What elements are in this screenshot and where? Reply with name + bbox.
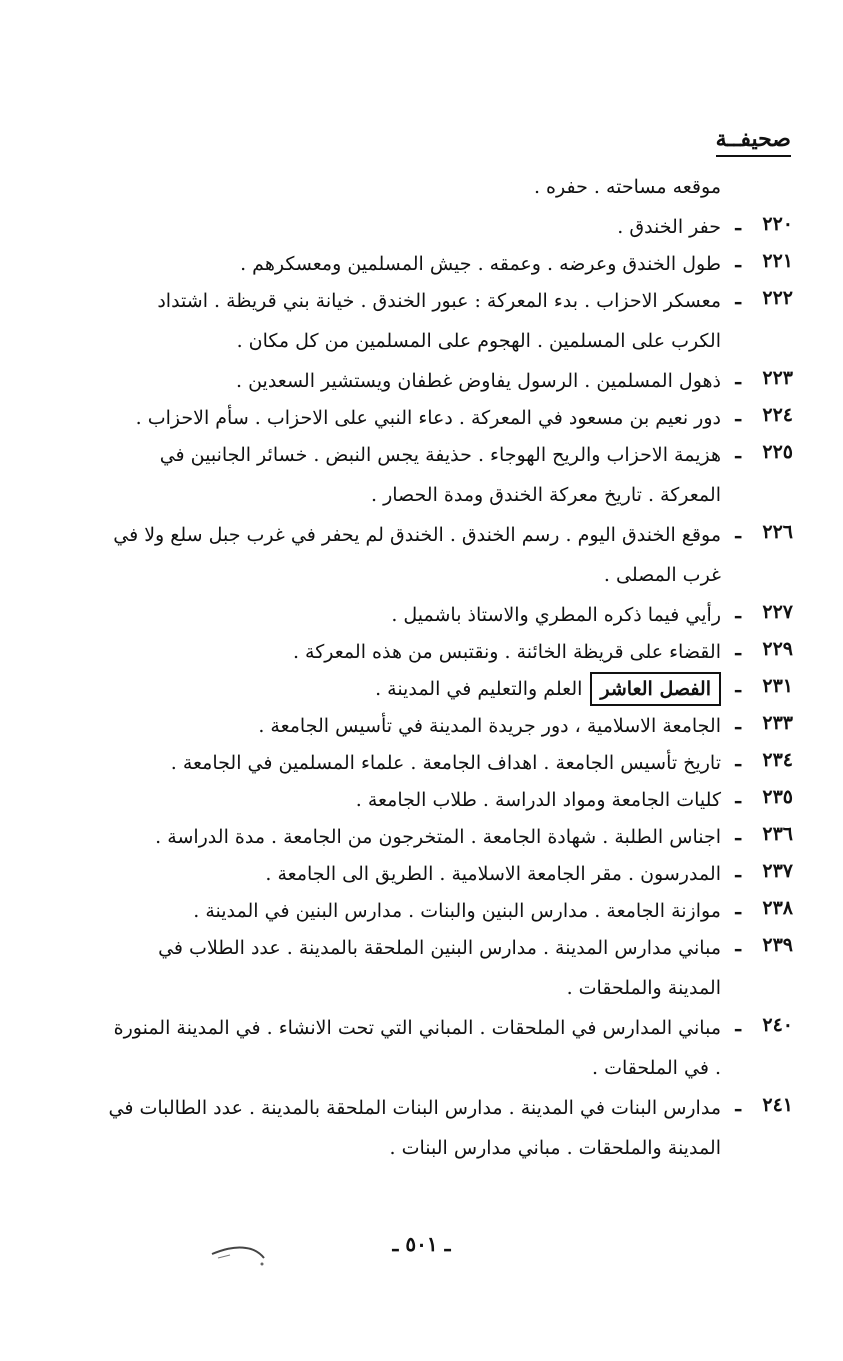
entry-text: المدرسون . مقر الجامعة الاسلامية . الطريق الى الجامعة . bbox=[265, 863, 721, 885]
toc-entry bbox=[0, 361, 843, 398]
toc-entry bbox=[0, 706, 843, 743]
entry-dash: ـ bbox=[735, 934, 741, 956]
entry-page-number: ٢٣٤ bbox=[762, 749, 793, 771]
entry-dash: ـ bbox=[735, 441, 741, 463]
toc-entry bbox=[0, 854, 843, 891]
entry-dash: ـ bbox=[735, 250, 741, 272]
entry-dash: ـ bbox=[735, 860, 741, 882]
page-number: ـ ٥٠١ ـ bbox=[392, 1232, 451, 1256]
toc-entry bbox=[0, 669, 843, 706]
entry-dash: ـ bbox=[735, 521, 741, 543]
toc-entry bbox=[0, 398, 843, 435]
toc-entry bbox=[0, 170, 843, 207]
chapter-subtitle: العلم والتعليم في المدينة . bbox=[375, 678, 583, 700]
toc-entry bbox=[0, 632, 843, 669]
entry-dash: ـ bbox=[735, 897, 741, 919]
entry-dash: ـ bbox=[735, 367, 741, 389]
entry-dash: ـ bbox=[735, 638, 741, 660]
toc-entry bbox=[0, 281, 843, 361]
toc-entry bbox=[0, 515, 843, 595]
entry-page-number: ٢٣٨ bbox=[762, 897, 793, 919]
entry-text: حفر الخندق . bbox=[617, 216, 721, 238]
entry-page-number: ٢٢١ bbox=[762, 250, 793, 272]
entry-page-number: ٢٤٠ bbox=[762, 1014, 793, 1036]
entry-text: مباني المدارس في الملحقات . المباني التي تحت الانشاء . في المدينة المنورة . في الملحقات . bbox=[113, 1017, 721, 1079]
entry-text bbox=[108, 669, 721, 709]
entry-text: كليات الجامعة ومواد الدراسة . طلاب الجامعة . bbox=[355, 789, 721, 811]
toc-entry bbox=[0, 817, 843, 854]
entry-page-number: ٢٢٣ bbox=[762, 367, 793, 389]
entry-text: اجناس الطلبة . شهادة الجامعة . المتخرجون من الجامعة . مدة الدراسة . bbox=[155, 826, 721, 848]
entry-page-number: ٢٤١ bbox=[762, 1094, 793, 1116]
toc-entry bbox=[0, 435, 843, 515]
entry-dash: ـ bbox=[735, 786, 741, 808]
toc-entry bbox=[0, 244, 843, 281]
entry-page-number: ٢٣٣ bbox=[762, 712, 793, 734]
entry-page-number: ٢٢٧ bbox=[762, 601, 793, 623]
entry-text: معسكر الاحزاب . بدء المعركة : عبور الخندق . خيانة بني قريظة . اشتداد الكرب على المسلمين . الهجوم على المسلمين من كل مكان . bbox=[157, 290, 721, 352]
entry-dash: ـ bbox=[735, 749, 741, 771]
entry-dash: ـ bbox=[735, 675, 741, 697]
entry-text: القضاء على قريظة الخائنة . ونقتبس من هذه المعركة . bbox=[292, 641, 721, 663]
entry-dash: ـ bbox=[735, 712, 741, 734]
toc-list bbox=[0, 170, 843, 1168]
entry-page-number: ٢٢٠ bbox=[762, 213, 793, 235]
entry-text: مباني مدارس المدينة . مدارس البنين الملحقة بالمدينة . عدد الطلاب في المدينة والملحقات . bbox=[158, 937, 721, 999]
toc-entry bbox=[0, 743, 843, 780]
entry-dash: ـ bbox=[735, 601, 741, 623]
entry-dash: ـ bbox=[735, 213, 741, 235]
entry-text: موقعه مساحته . حفره . bbox=[533, 176, 721, 198]
entry-page-number: ٢٢٤ bbox=[762, 404, 793, 426]
entry-dash: ـ bbox=[735, 823, 741, 845]
chapter-heading-box: الفصل العاشر bbox=[590, 672, 721, 706]
toc-entry bbox=[0, 928, 843, 1008]
entry-page-number: ٢٣٧ bbox=[762, 860, 793, 882]
toc-entry bbox=[0, 891, 843, 928]
entry-text: موازنة الجامعة . مدارس البنين والبنات . مدارس البنين في المدينة . bbox=[193, 900, 721, 922]
entry-page-number: ٢٢٦ bbox=[762, 521, 793, 543]
toc-entry bbox=[0, 1088, 843, 1168]
toc-entry bbox=[0, 1008, 843, 1088]
entry-text: دور نعيم بن مسعود في المعركة . دعاء النبي على الاحزاب . سأم الاحزاب . bbox=[135, 407, 721, 429]
entry-page-number: ٢٢٥ bbox=[762, 441, 793, 463]
entry-text: ذهول المسلمين . الرسول يفاوض غطفان ويستشير السعدين . bbox=[236, 370, 721, 392]
entry-dash: ـ bbox=[735, 287, 741, 309]
entry-page-number: ٢٣٥ bbox=[762, 786, 793, 808]
entry-page-number: ٢٣٩ bbox=[762, 934, 793, 956]
entry-text: هزيمة الاحزاب والريح الهوجاء . حذيفة يجس النبض . خسائر الجانبين في المعركة . تاريخ معركة الخندق ومدة الحصار . bbox=[159, 444, 721, 506]
toc-entry bbox=[0, 207, 843, 244]
toc-entry bbox=[0, 780, 843, 817]
toc-entry bbox=[0, 595, 843, 632]
entry-page-number: ٢٣١ bbox=[762, 675, 793, 697]
entry-page-number: ٢٢٢ bbox=[762, 287, 793, 309]
entry-text: طول الخندق وعرضه . وعمقه . جيش المسلمين ومعسكرهم . bbox=[240, 253, 721, 275]
entry-dash: ـ bbox=[735, 1094, 741, 1116]
entry-text: الجامعة الاسلامية ، دور جريدة المدينة في تأسيس الجامعة . bbox=[258, 715, 721, 737]
entry-text: تاريخ تأسيس الجامعة . اهداف الجامعة . علماء المسلمين في الجامعة . bbox=[170, 752, 721, 774]
entry-page-number: ٢٢٩ bbox=[762, 638, 793, 660]
page-header-title: صحيفــة bbox=[716, 126, 791, 157]
entry-dash: ـ bbox=[735, 404, 741, 426]
entry-text: رأيي فيما ذكره المطري والاستاذ باشميل . bbox=[391, 604, 721, 626]
entry-dash: ـ bbox=[735, 1014, 741, 1036]
entry-text: مدارس البنات في المدينة . مدارس البنات الملحقة بالمدينة . عدد الطالبات في المدينة والملحقات . مباني مدارس البنات . bbox=[108, 1097, 721, 1159]
entry-page-number: ٢٣٦ bbox=[762, 823, 793, 845]
entry-text: موقع الخندق اليوم . رسم الخندق . الخندق لم يحفر في غرب جبل سلع ولا في غرب المصلى . bbox=[113, 524, 721, 586]
